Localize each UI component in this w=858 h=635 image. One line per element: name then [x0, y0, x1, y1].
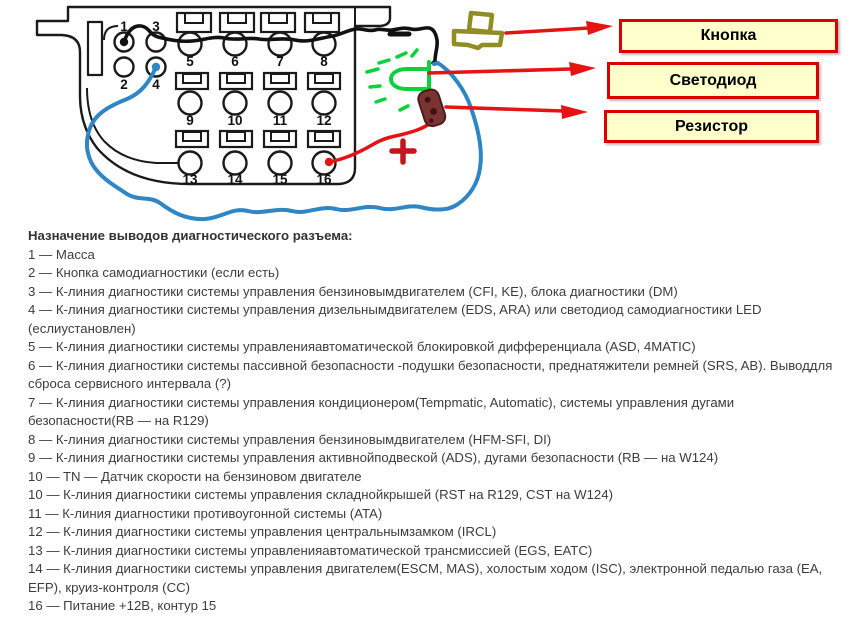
- pin-number-9: 9: [186, 113, 194, 128]
- pin-description-1: 1 — Масса: [28, 246, 95, 262]
- pinout-text: [28, 227, 843, 616]
- pin-number-6: 6: [231, 54, 239, 69]
- callout-box-led: [607, 62, 819, 99]
- slot-inner-2-4: [315, 132, 333, 141]
- connector-left-slot: [88, 22, 102, 75]
- pin-description-6: 6 — К-линия диагностики системы пассивной безопасности -подушки безопасности, преднатяжители ремней (SRS, AB). Выводдля сброса сервисного интервала (?): [28, 357, 833, 391]
- power-wire-red: [325, 113, 441, 166]
- pin-number-13: 13: [182, 172, 198, 187]
- pin-number-2: 2: [120, 77, 128, 92]
- slot-2-2: [220, 131, 252, 147]
- pinout-heading: Назначение выводов диагностического разъема:: [28, 228, 353, 243]
- slot-inner-1-4: [315, 74, 333, 83]
- callout-arrows: [429, 21, 613, 119]
- slot-inner-2-1: [183, 132, 201, 141]
- pin-number-12: 12: [316, 113, 332, 128]
- callout-label-resistor: Резистор: [674, 117, 749, 135]
- pin-11: [269, 92, 292, 115]
- callout-label-led: Светодиод: [669, 71, 757, 89]
- pin-2: [115, 58, 134, 77]
- pin-description-13: 12 — К-линия диагностики системы управления центральнымзамком (IRCL): [28, 524, 497, 539]
- pin-number-15: 15: [272, 172, 288, 187]
- pin-number-1: 1: [120, 19, 128, 34]
- slot-2-1: [176, 131, 208, 147]
- key-tab-inner-3: [269, 13, 287, 23]
- connector-key-tabs: [177, 13, 339, 32]
- pin-12: [313, 92, 336, 115]
- pin-description-14: 13 — К-линия диагностики системы управленияавтоматической трансмиссией (EGS, EATC): [28, 542, 593, 558]
- pin-9: [179, 92, 202, 115]
- pin-number-10: 10: [227, 113, 243, 128]
- resistor-icon: [416, 87, 447, 128]
- key-tab-inner-1: [185, 13, 203, 23]
- pin-6: [224, 33, 247, 56]
- slot-inner-2-2: [227, 132, 245, 141]
- pin-description-8: 8 — К-линия диагностики системы управления бензиновымдвигателем (HFM-SFI, DI): [28, 431, 552, 447]
- callout-label-button: Кнопка: [700, 27, 757, 44]
- arrow-to-led: [429, 62, 596, 76]
- pin-description-12: 11 — К-линия диагностики противоугонной системы (ATA): [28, 505, 383, 521]
- pin-number-3: 3: [152, 19, 160, 34]
- pin-number-4: 4: [152, 77, 160, 92]
- callout-box-button: [619, 19, 838, 53]
- pin-description-3: 3 — К-линия диагностики системы управления бензиновымдвигателем (CFI, KE), блока диагностики (DM): [28, 283, 678, 299]
- key-tab-inner-4: [313, 13, 331, 23]
- pin-number-14: 14: [227, 172, 243, 187]
- key-tab-inner-2: [228, 13, 246, 23]
- pin-number-16: 16: [316, 172, 332, 187]
- pin-description-9: 9 — К-линия диагностики системы управления активнойподвеской (ADS), дугами безопасности (RB — на W124): [28, 450, 719, 465]
- arrow-to-resistor: [446, 105, 588, 119]
- pin-description-7: 7 — К-линия диагностики системы управления кондиционером(Tempmatic, Automatic), системы управления дугами безопасности(RB — на R129): [28, 394, 735, 428]
- button-icon: [454, 13, 502, 48]
- pin-description-15: 14 — К-линия диагностики системы управления двигателем(ESCM, MAS), холостым ходом (ISC), электронной педалью газа (EA, EFP), круиз-контроля (CC): [28, 561, 823, 595]
- pin-description-2: 2 — Кнопка самодиагностики (если есть): [28, 265, 280, 280]
- pin-number-7: 7: [276, 54, 284, 69]
- arrow-to-button: [506, 21, 613, 35]
- pin-description-4: 4 — К-линия диагностики системы управления дизельнымдвигателем (EDS, ARA) или светодиод самодиагностики LED (еслиустановлен): [28, 302, 762, 336]
- pin-description-10: 10 — TN — Датчик скорости на бензиновом двигателе: [28, 468, 362, 484]
- slot-1-3: [264, 73, 296, 89]
- slot-2-4: [308, 131, 340, 147]
- pin-5: [179, 33, 202, 56]
- plus-symbol: [392, 141, 414, 162]
- pinout-list: [28, 246, 843, 616]
- slot-inner-1-2: [227, 74, 245, 83]
- pin-number-8: 8: [320, 54, 328, 69]
- slot-inner-1-1: [183, 74, 201, 83]
- pin-description-16: 16 — Питание +12В, контур 15: [28, 598, 217, 613]
- slot-1-1: [176, 73, 208, 89]
- pin-7: [269, 33, 292, 56]
- slot-1-2: [220, 73, 252, 89]
- pin-number-5: 5: [186, 54, 194, 69]
- callout-box-resistor: [604, 110, 819, 143]
- pin-number-11: 11: [272, 113, 288, 128]
- pin-description-5: 5 — К-линия диагностики системы управленияавтоматической блокировкой дифференциала (ASD, 4MATIC): [28, 339, 696, 354]
- pin-10: [224, 92, 247, 115]
- slot-1-4: [308, 73, 340, 89]
- slot-inner-2-3: [271, 132, 289, 141]
- slot-inner-1-3: [271, 74, 289, 83]
- pin-description-11: 10 — К-линия диагностики системы управления складнойкрышей (RST на R129, CST на W124): [28, 487, 613, 502]
- slot-2-3: [264, 131, 296, 147]
